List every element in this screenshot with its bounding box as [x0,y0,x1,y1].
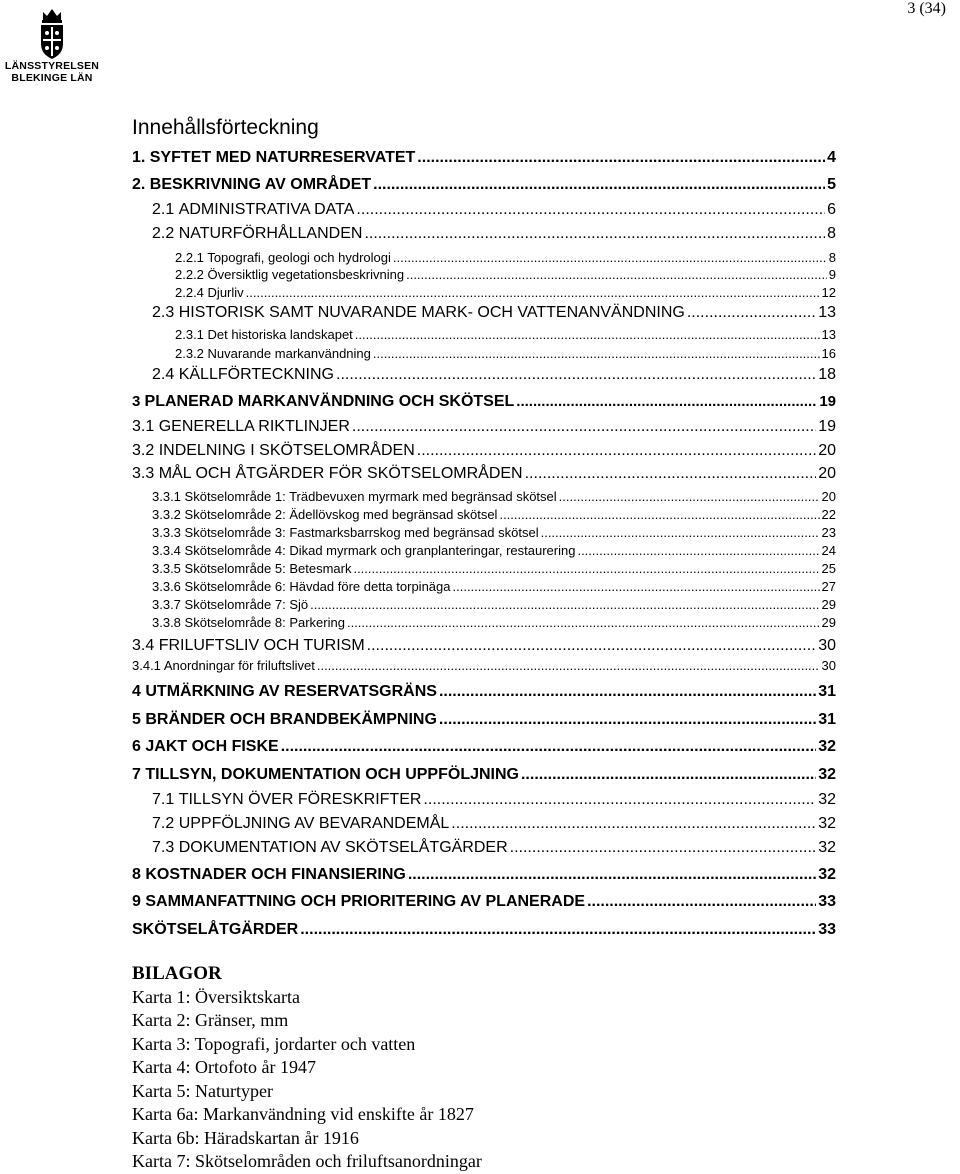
toc-entry[interactable] [152,525,836,540]
toc-title: Innehållsförteckning [132,116,319,139]
toc-number: 2.3.1 [175,327,204,342]
toc-page: 4 [827,149,836,166]
toc-page: 20 [821,489,836,504]
toc-title-text: Översiktlig vegetationsbeskrivning [207,267,405,282]
toc-title-text: HISTORISK SAMT NUVARANDE MARK- OCH VATTENANVÄNDNING [178,304,685,321]
toc-entry[interactable] [132,149,836,167]
toc-number: 3.3.4 [152,543,181,558]
toc-page: 8 [828,250,836,265]
toc-title-text: Skötselområde 3: Fastmarksbarrskog med begränsad skötsel [184,525,539,540]
toc-number: 9 [132,893,141,910]
toc-leader [521,766,816,784]
toc-title-text: Skötselområde 8: Parkering [184,615,345,630]
appendix-item: Karta 1: Översiktskarta [132,986,300,1007]
appendix-item: Karta 4: Ortofoto år 1947 [132,1057,316,1077]
toc-entry[interactable] [132,738,836,756]
toc-title-text: KOSTNADER OCH FINANSIERING [145,866,406,883]
toc-entry[interactable] [132,766,836,784]
toc-title-text: Anordningar för friluftslivet [163,658,315,673]
toc-entry[interactable] [132,393,836,411]
toc-leader [417,442,816,460]
toc-leader [310,597,819,612]
crown-shield-emblem-icon [37,6,67,60]
toc-leader [347,615,820,630]
toc-leader [356,201,825,219]
toc-number: 3.3.1 [152,489,181,504]
toc-leader [408,866,816,884]
toc-page: 13 [818,304,836,321]
toc-leader [417,149,825,167]
toc-number: 2.2.1 [175,250,204,265]
toc-number: 2.1 [152,201,175,218]
toc-title-text: UTMÄRKNING AV RESERVATSGRÄNS [145,683,437,700]
toc-title-text: Nuvarande markanvändning [207,346,371,361]
toc-leader [367,637,817,655]
toc-title-text: INDELNING I SKÖTSELOMRÅDEN [158,442,415,459]
toc-page: 23 [821,525,836,540]
toc-title-text: Djurliv [207,285,244,300]
toc-page: 29 [821,597,836,612]
toc-entry[interactable] [132,866,836,884]
toc-number: 3.3.3 [152,525,181,540]
toc-page: 18 [818,366,836,383]
toc-leader [406,267,827,282]
toc-entry[interactable] [152,561,836,576]
toc-title-text: ADMINISTRATIVA DATA [178,201,355,218]
toc-title-text: TILLSYN ÖVER FÖRESKRIFTER [178,791,422,808]
toc-entry[interactable] [132,442,836,460]
toc-number: 2.3 [152,304,175,321]
toc-entry[interactable] [175,267,836,282]
toc-title-text: JAKT OCH FISKE [145,738,279,755]
toc-entry[interactable] [152,791,836,809]
toc-leader [525,465,817,483]
toc-entry[interactable] [152,815,836,833]
toc-title-text: BRÄNDER OCH BRANDBEKÄMPNING [145,711,437,728]
toc-page: 29 [821,615,836,630]
toc-title-text: TILLSYN, DOKUMENTATION OCH UPPFÖLJNING [145,766,519,783]
toc-page: 32 [818,815,836,832]
toc-leader [352,418,816,436]
toc-entry[interactable] [132,465,836,483]
toc-leader [453,579,820,594]
toc-number: 3.3 [132,465,155,482]
toc-leader [373,346,820,361]
toc-title-text: KÄLLFÖRTECKNING [178,366,334,383]
toc-title-text: SAMMANFATTNING OCH PRIORITERING AV PLANERADE [145,893,586,910]
toc-number: 3.4.1 [132,658,161,673]
toc-leader [300,921,816,939]
toc-number: 7.3 [152,839,175,856]
toc-page: 33 [818,921,836,938]
toc-leader [353,561,819,576]
toc-entry[interactable] [152,304,836,322]
toc-entry[interactable] [152,489,836,504]
toc-entry[interactable] [152,366,836,384]
toc-title-text: SYFTET MED NATURRESERVATET [149,149,416,166]
toc-leader [541,525,820,540]
toc-number: 4 [132,683,141,700]
toc-leader [499,507,819,522]
toc-entry[interactable] [132,683,836,701]
toc-page: 19 [819,393,836,410]
appendix-item: Karta 6b: Häradskartan år 1916 [132,1127,359,1148]
toc-number: 2.3.2 [175,346,204,361]
toc-leader [451,815,816,833]
toc-leader [439,683,816,701]
toc-entry[interactable] [175,346,836,361]
toc-title-text: BESKRIVNING AV OMRÅDET [149,176,372,193]
toc-page: 32 [818,766,836,783]
toc-number: 5 [132,711,141,728]
appendix-item: Karta 7: Skötselområden och friluftsanordningar [132,1151,482,1171]
toc-leader [317,658,820,673]
appendix-item: Karta 2: Gränser, mm [132,1010,289,1030]
toc-page: 32 [818,866,836,883]
toc-page: 16 [821,346,836,361]
toc-page: 30 [818,637,836,654]
toc-page: 20 [818,465,836,482]
toc-entry[interactable] [152,615,836,630]
toc-number: 2.4 [152,366,175,383]
toc-entry[interactable] [132,893,836,911]
toc-number: 2.2.4 [175,285,204,300]
toc-page: 33 [818,893,836,910]
toc-leader [355,327,820,342]
logo [0,6,104,84]
toc-title-text: PLANERAD MARKANVÄNDNING OCH SKÖTSEL [144,393,515,410]
toc-number: 3.3.7 [152,597,181,612]
toc-number: 3.3.5 [152,561,181,576]
appendix-item: Karta 3: Topografi, jordarter och vatten [132,1033,416,1054]
toc-entry[interactable] [175,327,836,342]
toc-entry[interactable] [175,285,836,300]
toc-leader [423,791,816,809]
toc-entry[interactable] [152,839,836,857]
appendix-item: Karta 6a: Markanvändning vid enskifte år 1827 [132,1104,474,1124]
toc-leader [246,285,820,300]
toc-leader [393,250,827,265]
toc-page: 32 [818,839,836,856]
toc-page: 24 [821,543,836,558]
toc-number: 7.1 [152,791,175,808]
toc-page: 8 [827,225,836,242]
toc-entry[interactable] [152,597,836,612]
appendix-item: Karta 5: Naturtyper [132,1080,273,1101]
toc-leader [559,489,820,504]
toc-entry[interactable] [152,225,836,243]
toc-leader [510,839,817,857]
toc-number: 8 [132,866,141,883]
toc-entry[interactable] [152,201,836,219]
toc-title-text: MÅL OCH ÅTGÄRDER FÖR SKÖTSELOMRÅDEN [158,465,523,482]
toc-title-text: Skötselområde 6: Hävdad före detta torpinäga [184,579,451,594]
toc-page: 22 [821,507,836,522]
toc-leader [336,366,816,384]
toc-title-text: GENERELLA RIKTLINJER [158,418,350,435]
toc-page: 32 [818,791,836,808]
toc-entry[interactable] [152,507,836,522]
toc-page: 27 [821,579,836,594]
toc-leader [364,225,825,243]
toc-entry[interactable] [132,637,836,655]
toc-page: 31 [818,711,836,728]
toc-number: 3 [132,393,141,410]
toc-number: 2. [132,176,146,193]
toc-page: 12 [821,285,836,300]
toc-number: 3.3.2 [152,507,181,522]
toc-number: 1. [132,149,146,166]
toc-leader [439,711,816,729]
toc-leader [577,543,819,558]
toc-number: 3.1 [132,418,155,435]
toc-leader [687,304,816,322]
toc-number: 6 [132,738,141,755]
toc-entry[interactable] [132,176,836,194]
toc-title-text: Topografi, geologi och hydrologi [207,250,391,265]
toc-leader [281,738,817,756]
toc-number: 2.2.2 [175,267,204,282]
toc-title-text: Skötselområde 1: Trädbevuxen myrmark med begränsad skötsel [184,489,557,504]
toc-leader [587,893,816,911]
toc-page: 31 [818,683,836,700]
toc-page: 20 [818,442,836,459]
toc-title-text: Skötselområde 2: Ädellövskog med begränsad skötsel [184,507,498,522]
toc-leader [516,393,817,410]
toc-title-text: Skötselområde 5: Betesmark [184,561,352,576]
toc-entry[interactable] [132,658,836,673]
toc-page: 6 [827,201,836,218]
toc-page: 30 [821,658,836,673]
page-number: 3 (34) [907,0,946,17]
toc-page: 9 [828,267,836,282]
toc-entry[interactable] [132,921,836,939]
toc-entry[interactable] [132,711,836,729]
toc-number: 3.2 [132,442,155,459]
toc-number: 7 [132,766,141,783]
toc-title-text: FRILUFTSLIV OCH TURISM [158,637,365,654]
toc-page: 13 [821,327,836,342]
toc-leader [373,176,825,194]
toc-title-text: Skötselområde 4: Dikad myrmark och granplanteringar, restaurering [184,543,576,558]
toc-page: 25 [821,561,836,576]
appendices [132,962,482,1174]
toc-number: 2.2 [152,225,175,242]
toc-number: 7.2 [152,815,175,832]
toc-title-text: Skötselområde 7: Sjö [184,597,309,612]
logo-line1: LÄNSSTYRELSEN [4,60,100,72]
toc-entry[interactable] [152,579,836,594]
toc-number: 3.3.6 [152,579,181,594]
toc-number: 3.4 [132,637,155,654]
toc-title-text: UPPFÖLJNING AV BEVARANDEMÅL [178,815,450,832]
toc-page: 5 [827,176,836,193]
toc-title-text: Det historiska landskapet [207,327,353,342]
toc-entry[interactable] [132,418,836,436]
toc-title-text: DOKUMENTATION AV SKÖTSELÅTGÄRDER [178,839,508,856]
appendices-title: BILAGOR [132,963,222,984]
logo-line2: BLEKINGE LÄN [11,72,93,84]
toc-page: 19 [818,418,836,435]
toc-title-text: SKÖTSELÅTGÄRDER [132,921,299,938]
toc-entry[interactable] [152,543,836,558]
toc-number: 3.3.8 [152,615,181,630]
toc-page: 32 [818,738,836,755]
toc-entry[interactable] [175,250,836,265]
toc-title-text: NATURFÖRHÅLLANDEN [178,225,363,242]
